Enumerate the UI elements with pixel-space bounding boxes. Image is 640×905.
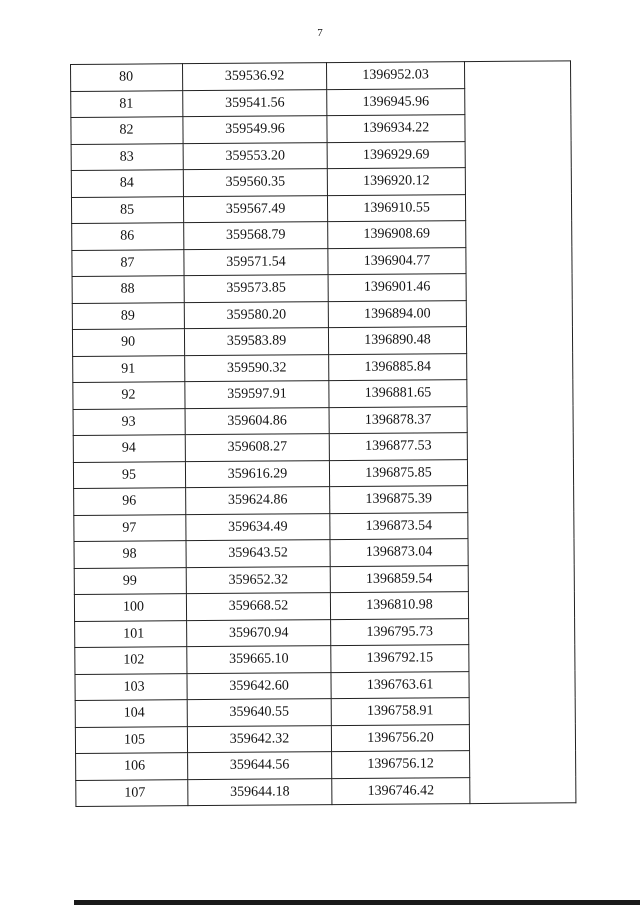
table-row [71,167,571,197]
notes-cell [467,432,573,459]
notes-cell [467,458,573,485]
notes-cell [467,379,573,406]
y-coordinate-cell: 1396908.69 [328,221,466,249]
point-number-cell: 102 [75,647,187,674]
notes-cell [465,193,571,220]
y-coordinate-cell: 1396894.00 [328,300,466,328]
y-coordinate-cell: 1396877.53 [329,433,467,461]
point-number-cell: 106 [76,753,188,780]
point-number-cell: 93 [73,408,185,435]
notes-cell [469,723,575,750]
table-row [75,617,575,647]
table-row [71,61,571,91]
y-coordinate-cell: 1396885.84 [329,353,467,381]
y-coordinate-cell: 1396920.12 [327,168,465,196]
notes-cell [466,299,572,326]
x-coordinate-cell: 359670.94 [187,619,331,647]
x-coordinate-cell: 359583.89 [184,328,328,356]
coordinates-table [70,60,576,807]
point-number-cell: 91 [73,355,185,382]
y-coordinate-cell: 1396810.98 [330,592,468,620]
table-row [72,326,572,356]
x-coordinate-cell: 359604.86 [185,407,329,435]
point-number-cell: 82 [71,117,183,144]
notes-cell [467,352,573,379]
table-row [72,299,572,329]
notes-cell [465,87,571,114]
point-number-cell: 100 [74,594,186,621]
table-row [71,193,571,223]
table-row [75,670,575,700]
x-coordinate-cell: 359571.54 [184,248,328,276]
y-coordinate-cell: 1396875.39 [330,486,468,514]
point-number-cell: 95 [73,461,185,488]
table-row [75,723,575,753]
notes-cell [470,750,576,777]
table-row [73,352,573,382]
table-row [71,87,571,117]
y-coordinate-cell: 1396795.73 [331,618,469,646]
y-coordinate-cell: 1396934.22 [327,115,465,143]
x-coordinate-cell: 359580.20 [184,301,328,329]
point-number-cell: 81 [71,90,183,117]
point-number-cell: 104 [75,700,187,727]
table-row [71,114,571,144]
x-coordinate-cell: 359668.52 [186,593,330,621]
y-coordinate-cell: 1396873.54 [330,512,468,540]
y-coordinate-cell: 1396901.46 [328,274,466,302]
x-coordinate-cell: 359536.92 [183,63,327,91]
point-number-cell: 84 [71,170,183,197]
table-row [72,220,572,250]
y-coordinate-cell: 1396792.15 [331,645,469,673]
point-number-cell: 86 [72,223,184,250]
table-body [71,61,576,807]
point-number-cell: 97 [74,514,186,541]
point-number-cell: 83 [71,143,183,170]
notes-cell [465,114,571,141]
x-coordinate-cell: 359644.18 [188,778,332,806]
y-coordinate-cell: 1396758.91 [331,698,469,726]
page-number: 7 [317,27,323,39]
y-coordinate-cell: 1396756.20 [331,724,469,752]
point-number-cell: 103 [75,673,187,700]
notes-cell [465,140,571,167]
point-number-cell: 87 [72,249,184,276]
y-coordinate-cell: 1396873.04 [330,539,468,567]
y-coordinate-cell: 1396875.85 [329,459,467,487]
table-row [75,697,575,727]
notes-cell [468,538,574,565]
x-coordinate-cell: 359634.49 [186,513,330,541]
point-number-cell: 96 [74,488,186,515]
point-number-cell: 101 [75,620,187,647]
y-coordinate-cell: 1396904.77 [328,247,466,275]
notes-cell [469,670,575,697]
notes-cell [466,220,572,247]
notes-cell [466,273,572,300]
y-coordinate-cell: 1396859.54 [330,565,468,593]
x-coordinate-cell: 359643.52 [186,540,330,568]
table-row [75,644,575,674]
x-coordinate-cell: 359652.32 [186,566,330,594]
notes-cell [469,617,575,644]
x-coordinate-cell: 359616.29 [185,460,329,488]
x-coordinate-cell: 359553.20 [183,142,327,170]
table-row [72,246,572,276]
point-number-cell: 98 [74,541,186,568]
notes-cell [468,591,574,618]
y-coordinate-cell: 1396929.69 [327,141,465,169]
notes-cell [467,405,573,432]
notes-cell [468,511,574,538]
point-number-cell: 80 [71,64,183,91]
x-coordinate-cell: 359568.79 [184,222,328,250]
table-row [74,511,574,541]
point-number-cell: 99 [74,567,186,594]
table-row [76,776,576,806]
x-coordinate-cell: 359541.56 [183,89,327,117]
table-row [73,379,573,409]
notes-cell [466,326,572,353]
y-coordinate-cell: 1396945.96 [327,88,465,116]
x-coordinate-cell: 359573.85 [184,275,328,303]
x-coordinate-cell: 359642.32 [187,725,331,753]
scan-edge-shadow [74,900,640,905]
table-row [74,485,574,515]
notes-cell [468,564,574,591]
notes-cell [466,246,572,273]
y-coordinate-cell: 1396910.55 [327,194,465,222]
y-coordinate-cell: 1396890.48 [328,327,466,355]
x-coordinate-cell: 359640.55 [187,699,331,727]
point-number-cell: 90 [72,329,184,356]
x-coordinate-cell: 359590.32 [185,354,329,382]
x-coordinate-cell: 359549.96 [183,116,327,144]
point-number-cell: 107 [76,779,188,806]
x-coordinate-cell: 359642.60 [187,672,331,700]
point-number-cell: 105 [75,726,187,753]
table-row [74,591,574,621]
table-row [74,538,574,568]
table-row [71,140,571,170]
x-coordinate-cell: 359608.27 [185,434,329,462]
notes-cell [469,644,575,671]
table-row [73,432,573,462]
y-coordinate-cell: 1396746.42 [332,777,470,805]
table-row [76,750,576,780]
x-coordinate-cell: 359644.56 [188,752,332,780]
x-coordinate-cell: 359567.49 [183,195,327,223]
table-row [73,405,573,435]
table-row [72,273,572,303]
y-coordinate-cell: 1396878.37 [329,406,467,434]
point-number-cell: 85 [71,196,183,223]
notes-cell [464,61,570,88]
x-coordinate-cell: 359597.91 [185,381,329,409]
y-coordinate-cell: 1396881.65 [329,380,467,408]
y-coordinate-cell: 1396952.03 [326,62,464,90]
point-number-cell: 89 [72,302,184,329]
x-coordinate-cell: 359560.35 [183,169,327,197]
y-coordinate-cell: 1396763.61 [331,671,469,699]
table-row [74,564,574,594]
notes-cell [468,485,574,512]
table-row [73,458,573,488]
point-number-cell: 88 [72,276,184,303]
point-number-cell: 92 [73,382,185,409]
point-number-cell: 94 [73,435,185,462]
notes-cell [465,167,571,194]
x-coordinate-cell: 359624.86 [186,487,330,515]
notes-cell [469,697,575,724]
x-coordinate-cell: 359665.10 [187,646,331,674]
y-coordinate-cell: 1396756.12 [332,751,470,779]
notes-cell [470,776,576,803]
